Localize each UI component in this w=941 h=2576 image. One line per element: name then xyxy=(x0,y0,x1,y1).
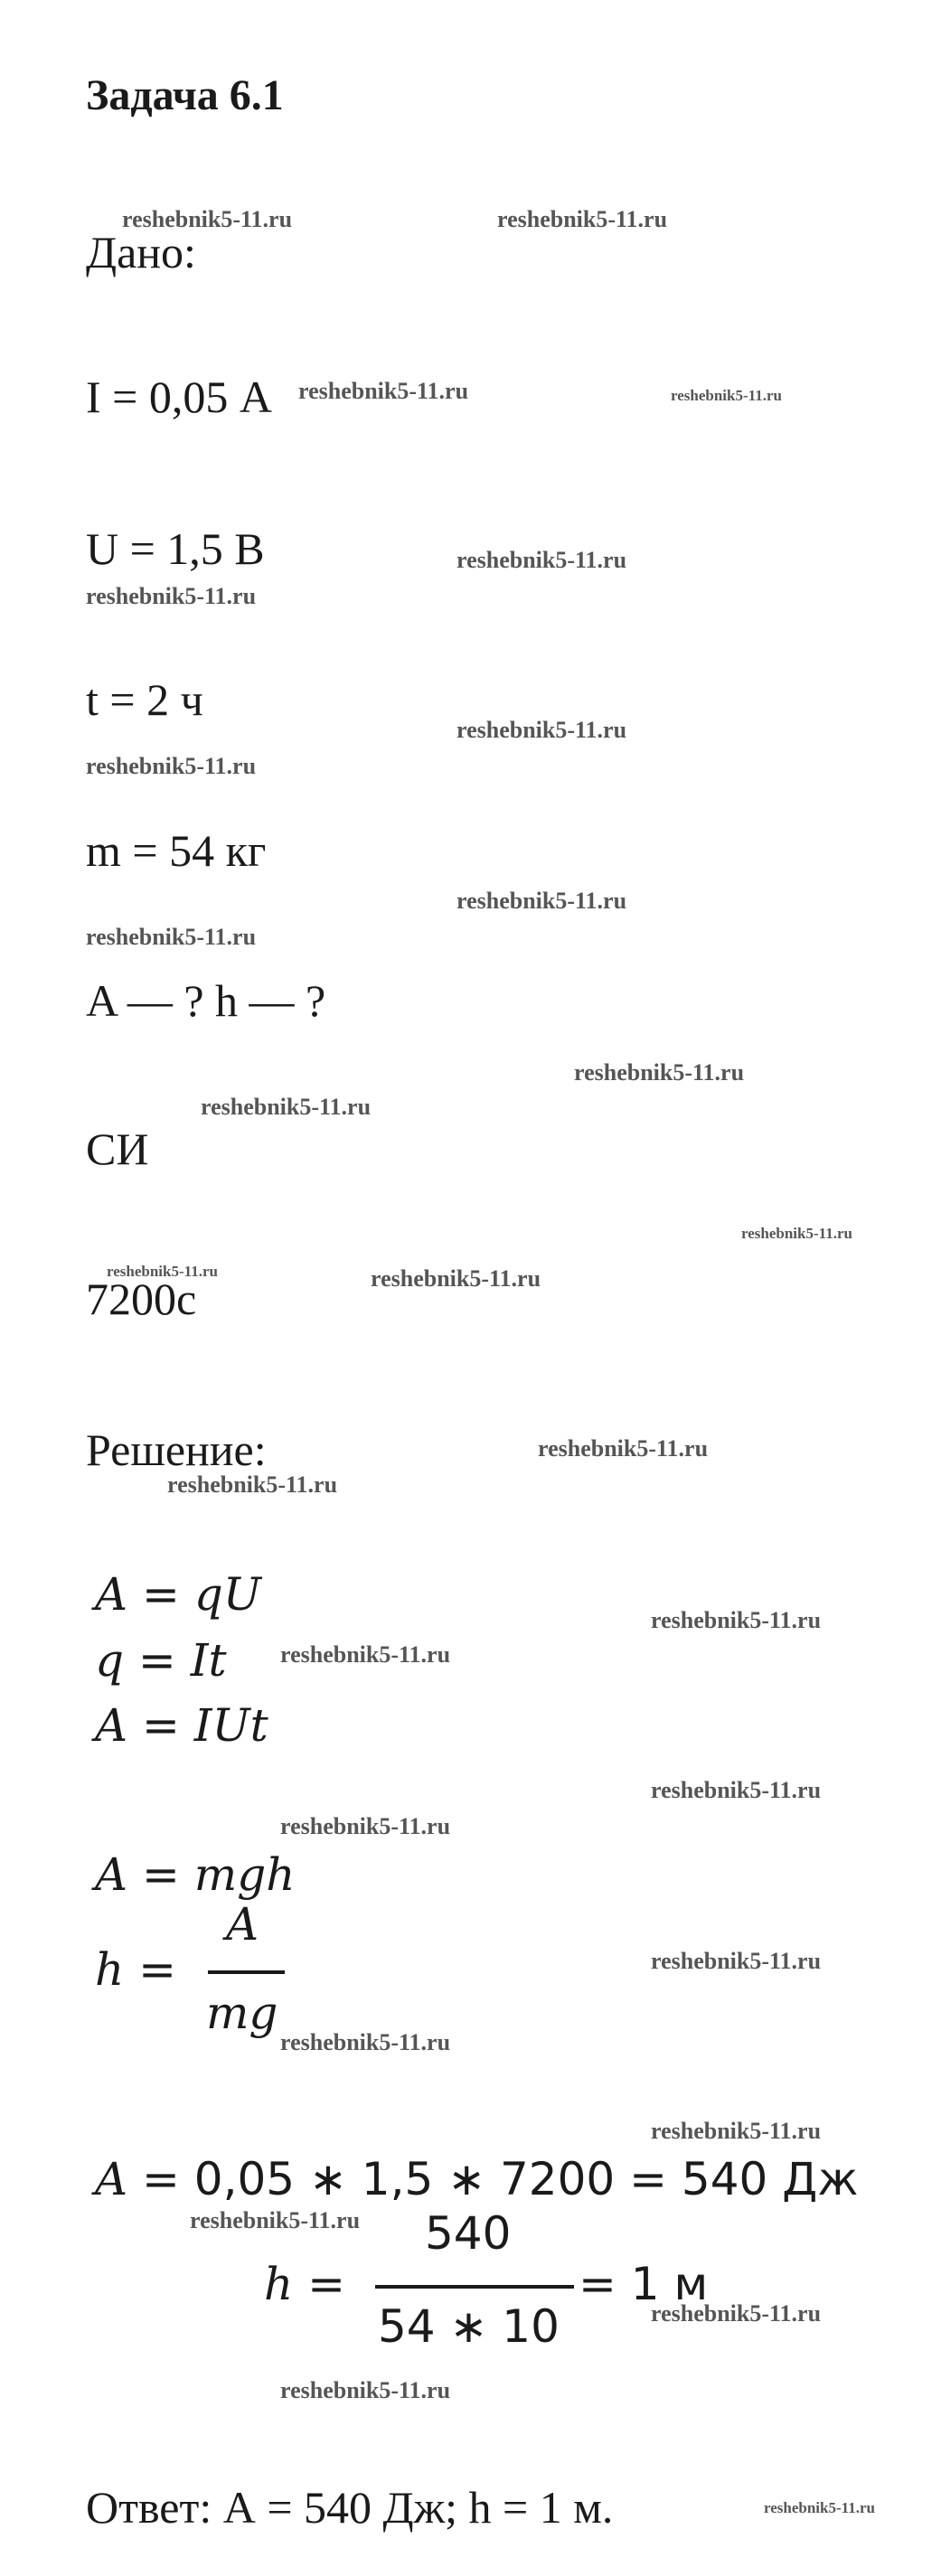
formula-charge: q = It xyxy=(95,1634,227,1687)
watermark: reshebnik5-11.ru xyxy=(651,2300,822,2327)
calc-height-result: = 1 м xyxy=(579,2258,709,2310)
formula-work-charge: A = qU xyxy=(95,1568,261,1621)
calc-height-numerator: 540 xyxy=(425,2207,512,2260)
given-current: I = 0,05 А xyxy=(86,371,272,422)
si-time: 7200с xyxy=(86,1274,197,1324)
watermark: reshebnik5-11.ru xyxy=(280,1813,451,1839)
given-unknowns: A — ? h — ? xyxy=(86,975,326,1026)
watermark: reshebnik5-11.ru xyxy=(201,1094,372,1120)
fraction-bar xyxy=(208,1970,285,1974)
watermark: reshebnik5-11.ru xyxy=(651,1948,822,1974)
watermark: reshebnik5-11.ru xyxy=(651,2118,822,2144)
watermark: reshebnik5-11.ru xyxy=(107,1263,218,1280)
watermark: reshebnik5-11.ru xyxy=(122,206,293,232)
given-time: t = 2 ч xyxy=(86,674,203,725)
watermark: reshebnik5-11.ru xyxy=(167,1471,338,1498)
given-label: Дано: xyxy=(86,227,196,277)
fraction-bar xyxy=(375,2285,574,2289)
formula-height-denominator: mg xyxy=(206,1987,278,2039)
watermark: reshebnik5-11.ru xyxy=(741,1225,852,1242)
watermark: reshebnik5-11.ru xyxy=(371,1265,541,1292)
watermark: reshebnik5-11.ru xyxy=(764,2499,875,2516)
watermark: reshebnik5-11.ru xyxy=(298,378,469,404)
watermark: reshebnik5-11.ru xyxy=(671,387,782,404)
calc-work: A = 0,05 ∗ 1,5 ∗ 7200 = 540 Дж xyxy=(95,2153,859,2205)
watermark: reshebnik5-11.ru xyxy=(456,888,627,914)
watermark: reshebnik5-11.ru xyxy=(280,2029,451,2055)
watermark: reshebnik5-11.ru xyxy=(86,583,257,609)
watermark: reshebnik5-11.ru xyxy=(651,1777,822,1803)
watermark: reshebnik5-11.ru xyxy=(456,547,627,573)
given-voltage: U = 1,5 В xyxy=(86,523,265,574)
answer: Ответ: А = 540 Дж; h = 1 м. xyxy=(86,2482,614,2533)
watermark: reshebnik5-11.ru xyxy=(190,2207,361,2233)
formula-work-current: A = IUt xyxy=(95,1699,268,1752)
solution-label: Решение: xyxy=(86,1424,267,1475)
calc-height-denominator: 54 ∗ 10 xyxy=(378,2300,560,2353)
watermark: reshebnik5-11.ru xyxy=(651,1607,822,1633)
watermark: reshebnik5-11.ru xyxy=(280,2377,451,2403)
watermark: reshebnik5-11.ru xyxy=(86,924,257,950)
watermark: reshebnik5-11.ru xyxy=(280,1641,451,1668)
watermark: reshebnik5-11.ru xyxy=(86,753,257,779)
watermark: reshebnik5-11.ru xyxy=(574,1059,745,1086)
given-mass: m = 54 кг xyxy=(86,825,267,876)
formula-work-potential: A = mgh xyxy=(95,1848,296,1901)
page-title: Задача 6.1 xyxy=(86,71,284,119)
formula-height-numerator: A xyxy=(226,1898,259,1951)
si-label: СИ xyxy=(86,1123,149,1174)
watermark: reshebnik5-11.ru xyxy=(497,206,668,232)
watermark: reshebnik5-11.ru xyxy=(538,1435,709,1462)
watermark: reshebnik5-11.ru xyxy=(456,717,627,743)
